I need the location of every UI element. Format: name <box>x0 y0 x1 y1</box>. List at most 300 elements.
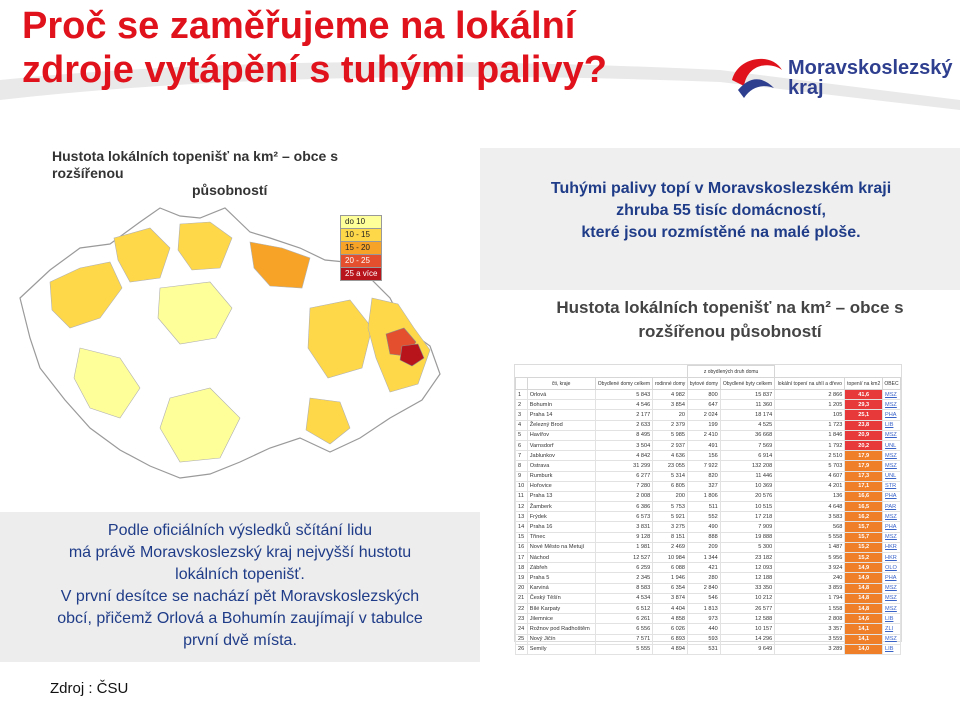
table-row <box>516 491 901 501</box>
table-row <box>516 502 901 512</box>
table-cell: 4 201 <box>775 481 845 491</box>
table-cell: 19 888 <box>720 532 774 542</box>
table-cell: 14,1 <box>845 634 883 644</box>
table-row <box>516 400 901 410</box>
table-cell: OLO <box>883 563 901 573</box>
table-cell: 11 360 <box>720 400 774 410</box>
table-cell: 23 055 <box>653 461 688 471</box>
table-cell: Třinec <box>527 532 595 542</box>
table-cell: 14 <box>516 522 528 532</box>
title-line-1: Proč se zaměřujeme na lokální <box>22 5 576 47</box>
table-cell: 2 510 <box>775 451 845 461</box>
table-cell: 12 <box>516 502 528 512</box>
table-cell: Praha 14 <box>527 410 595 420</box>
table-cell: 5 558 <box>775 532 845 542</box>
table-row <box>516 614 901 624</box>
summary-line-2: má právě Moravskoslezský kraj nejvyšší hustotu <box>68 544 412 561</box>
table-cell: Karviná <box>527 583 595 593</box>
table-cell: 552 <box>688 512 721 522</box>
table-cell: Orlová <box>527 390 595 400</box>
table-cell: 22 <box>516 603 528 613</box>
table-cell: 280 <box>688 573 721 583</box>
table-cell: 1 344 <box>688 553 721 563</box>
table-cell: 6 259 <box>595 563 653 573</box>
table-cell: 1 794 <box>775 593 845 603</box>
table-cell: 16 <box>516 542 528 552</box>
table-header-cell: Obydlené domy celkem <box>595 378 653 390</box>
table-cell: MSZ <box>883 451 901 461</box>
table-cell: 15 <box>516 532 528 542</box>
table-cell: 23,8 <box>845 420 883 430</box>
table-row <box>516 430 901 440</box>
table-cell: 132 208 <box>720 461 774 471</box>
table-header-cell: rodinné domy <box>653 378 688 390</box>
table-cell: 5 753 <box>653 502 688 512</box>
table-cell: 209 <box>688 542 721 552</box>
table-row <box>516 583 901 593</box>
table-cell: 41,6 <box>845 390 883 400</box>
map-legend <box>340 215 382 281</box>
table-cell: Bohumín <box>527 400 595 410</box>
summary-line-5: obcí, přičemž Orlová a Bohumín zaujímají v tabulce <box>57 610 423 627</box>
table-cell: 18 <box>516 563 528 573</box>
summary-line-4: V první desítce se nachází pět Moravskoslezských <box>60 588 420 605</box>
legend-item <box>340 228 382 241</box>
table-cell: Rožnov pod Radhoštěm <box>527 624 595 634</box>
title-line-2: zdroje vytápění s tuhými palivy? <box>22 49 607 91</box>
table-cell: 2 345 <box>595 573 653 583</box>
table-cell: STR <box>883 481 901 491</box>
table-cell: Ostrava <box>527 461 595 471</box>
table-cell: 1 846 <box>775 430 845 440</box>
table-cell: 15,2 <box>845 542 883 552</box>
table-cell: 15,7 <box>845 522 883 532</box>
table-cell: Praha 13 <box>527 491 595 501</box>
table-cell: 23 <box>516 614 528 624</box>
table-cell: 25,1 <box>845 410 883 420</box>
table-cell: 36 668 <box>720 430 774 440</box>
table-cell: Frýdek <box>527 512 595 522</box>
table-cell: 9 649 <box>720 644 774 654</box>
table-cell: 2 633 <box>595 420 653 430</box>
table-cell: 491 <box>688 440 721 450</box>
table-cell: 888 <box>688 532 721 542</box>
table-cell: 5 300 <box>720 542 774 552</box>
table-cell: 6 026 <box>653 624 688 634</box>
table-cell: 4 636 <box>653 451 688 461</box>
table-cell: 2 840 <box>688 583 721 593</box>
legend-label: 25 a více <box>345 269 378 278</box>
logo-region: kraj <box>788 77 824 99</box>
table-cell: MSZ <box>883 532 901 542</box>
table-cell: UNL <box>883 440 901 450</box>
table-row <box>516 471 901 481</box>
logo-name: Moravskoslezský <box>788 57 953 79</box>
table-cell: 33 350 <box>720 583 774 593</box>
table-cell: 4 546 <box>595 400 653 410</box>
table-cell: PAR <box>883 502 901 512</box>
table-cell: 3 <box>516 410 528 420</box>
table-cell: 4 607 <box>775 471 845 481</box>
table-cell: 10 212 <box>720 593 774 603</box>
table-row <box>516 451 901 461</box>
table-row <box>516 593 901 603</box>
map-title-line-1: Hustota lokálních topenišť na km² – obce s rozšířenou <box>52 148 338 181</box>
table-cell: Zábřeh <box>527 563 595 573</box>
table-cell: 4 858 <box>653 614 688 624</box>
table-cell: 3 831 <box>595 522 653 532</box>
table-group-header: z obydlených druh domu <box>688 366 775 378</box>
table-cell: Železný Brod <box>527 420 595 430</box>
table-cell: LIB <box>883 420 901 430</box>
table-cell: MSZ <box>883 603 901 613</box>
legend-item <box>340 241 382 254</box>
table-row <box>516 440 901 450</box>
table-cell: 6 805 <box>653 481 688 491</box>
table-cell: 14,8 <box>845 593 883 603</box>
table-cell: Varnsdorf <box>527 440 595 450</box>
table-cell: MSZ <box>883 512 901 522</box>
table-cell: 17 <box>516 553 528 563</box>
table-cell: 1 806 <box>688 491 721 501</box>
table-cell: 7 909 <box>720 522 774 532</box>
table-cell: 240 <box>775 573 845 583</box>
table-cell: 4 842 <box>595 451 653 461</box>
table-cell: 156 <box>688 451 721 461</box>
table-header-cell: Obydlené byty celkem <box>720 378 774 390</box>
info-line-2: zhruba 55 tisíc domácností, <box>616 202 826 219</box>
table-cell: MSZ <box>883 583 901 593</box>
table-cell: 3 559 <box>775 634 845 644</box>
table-cell: 20,2 <box>845 440 883 450</box>
table-row <box>516 563 901 573</box>
table-cell: Jilemnice <box>527 614 595 624</box>
table-cell: 136 <box>775 491 845 501</box>
table-cell: 2 866 <box>775 390 845 400</box>
table-cell: 6 386 <box>595 502 653 512</box>
table-cell: 6 261 <box>595 614 653 624</box>
table-row <box>516 481 901 491</box>
table-row <box>516 573 901 583</box>
table-cell: 26 <box>516 644 528 654</box>
table-cell: 546 <box>688 593 721 603</box>
table-cell: 4 <box>516 420 528 430</box>
table-cell: 31 299 <box>595 461 653 471</box>
table-cell: 800 <box>688 390 721 400</box>
table-cell: 18 174 <box>720 410 774 420</box>
table-cell: 5 956 <box>775 553 845 563</box>
table-cell: 2 469 <box>653 542 688 552</box>
legend-item <box>340 267 382 281</box>
table-cell: 17,1 <box>845 481 883 491</box>
legend-item <box>340 215 382 228</box>
table-cell: MSZ <box>883 634 901 644</box>
table-cell: 4 648 <box>775 502 845 512</box>
table-cell: 4 525 <box>720 420 774 430</box>
table-cell: 14,6 <box>845 614 883 624</box>
page-title <box>22 4 607 92</box>
table-cell: 1 558 <box>775 603 845 613</box>
table-cell: 6 512 <box>595 603 653 613</box>
table-row <box>516 410 901 420</box>
table-cell: 3 854 <box>653 400 688 410</box>
table-cell: UNL <box>883 471 901 481</box>
region-logo-icon <box>728 50 786 108</box>
table-cell: 6 556 <box>595 624 653 634</box>
table-cell: 1 205 <box>775 400 845 410</box>
table-cell: LIB <box>883 644 901 654</box>
table-cell: 10 369 <box>720 481 774 491</box>
table-cell: Nový Jičín <box>527 634 595 644</box>
table-cell: Žamberk <box>527 502 595 512</box>
table-cell: HKR <box>883 553 901 563</box>
table-cell: 16,6 <box>845 491 883 501</box>
table-cell: 2 024 <box>688 410 721 420</box>
table-cell: Rumburk <box>527 471 595 481</box>
info-line-3: které jsou rozmístěné na malé ploše. <box>581 224 861 241</box>
table-cell: 1 813 <box>688 603 721 613</box>
table-cell: HKR <box>883 542 901 552</box>
table-header-cell: bytové domy <box>688 378 721 390</box>
table-cell: 490 <box>688 522 721 532</box>
table-cell: 4 982 <box>653 390 688 400</box>
table-cell: PHA <box>883 491 901 501</box>
table-row <box>516 461 901 471</box>
table-cell: Nové Město na Metují <box>527 542 595 552</box>
table-cell: Havířov <box>527 430 595 440</box>
table-cell: 7 571 <box>595 634 653 644</box>
table-row <box>516 420 901 430</box>
table-cell: 1 792 <box>775 440 845 450</box>
table-cell: 29,3 <box>845 400 883 410</box>
table-cell: 531 <box>688 644 721 654</box>
table-cell: 8 <box>516 461 528 471</box>
legend-label: 20 - 25 <box>345 256 370 265</box>
table-row <box>516 522 901 532</box>
table-cell: 3 275 <box>653 522 688 532</box>
table-cell: 8 151 <box>653 532 688 542</box>
table-cell: 5 921 <box>653 512 688 522</box>
legend-label: 15 - 20 <box>345 243 370 252</box>
table-cell: Praha 16 <box>527 522 595 532</box>
table-cell: 8 583 <box>595 583 653 593</box>
table-cell: MSZ <box>883 400 901 410</box>
table-title-line-1: Hustota lokálních topenišť na km² – obce s <box>556 298 904 317</box>
table-cell: 973 <box>688 614 721 624</box>
table-cell: 2 177 <box>595 410 653 420</box>
table-cell: 440 <box>688 624 721 634</box>
table-row <box>516 542 901 552</box>
table-cell: 17,9 <box>845 451 883 461</box>
table-cell: 20 <box>516 583 528 593</box>
table-cell: 12 527 <box>595 553 653 563</box>
table-cell: Bílé Karpaty <box>527 603 595 613</box>
table-cell: Semily <box>527 644 595 654</box>
table-cell: 3 504 <box>595 440 653 450</box>
table-cell: Hořovice <box>527 481 595 491</box>
table-cell: 7 280 <box>595 481 653 491</box>
table-cell: 4 534 <box>595 593 653 603</box>
table-cell: 17 218 <box>720 512 774 522</box>
table-row <box>516 532 901 542</box>
table-cell: 15,2 <box>845 553 883 563</box>
table-cell: 7 569 <box>720 440 774 450</box>
table-cell: MSZ <box>883 593 901 603</box>
summary-line-6: první dvě místa. <box>183 632 297 649</box>
table-cell: 3 874 <box>653 593 688 603</box>
table-cell: 17,9 <box>845 461 883 471</box>
source-note: Zdroj : ČSU <box>50 680 129 697</box>
table-title <box>530 296 930 344</box>
table-cell: 199 <box>688 420 721 430</box>
table-header-cell <box>516 378 528 390</box>
table-cell: 6 <box>516 440 528 450</box>
legend-label: 10 - 15 <box>345 230 370 239</box>
table-cell: 19 <box>516 573 528 583</box>
table-cell: 3 357 <box>775 624 845 634</box>
table-cell: 5 <box>516 430 528 440</box>
table-cell: 16,2 <box>845 512 883 522</box>
table-cell: 11 446 <box>720 471 774 481</box>
table-cell: 1 981 <box>595 542 653 552</box>
table-cell: 20 576 <box>720 491 774 501</box>
summary-line-3: lokálních topenišť. <box>175 566 305 583</box>
table-cell: 14,1 <box>845 624 883 634</box>
table-cell: 820 <box>688 471 721 481</box>
table-cell: 9 128 <box>595 532 653 542</box>
table-row <box>516 603 901 613</box>
info-text <box>490 178 952 244</box>
table-cell: 14,8 <box>845 583 883 593</box>
table-cell: 20 <box>653 410 688 420</box>
table-cell: LIB <box>883 614 901 624</box>
table-header-cell: lokální topení na uhlí a dřevo <box>775 378 845 390</box>
table-cell: 1 946 <box>653 573 688 583</box>
table-cell: 9 <box>516 471 528 481</box>
table-header-cell: čti, kraje <box>527 378 595 390</box>
table-cell: 5 985 <box>653 430 688 440</box>
table-cell: 6 354 <box>653 583 688 593</box>
table-cell: 327 <box>688 481 721 491</box>
table-cell: 10 <box>516 481 528 491</box>
table-cell: 2 008 <box>595 491 653 501</box>
table-cell: 647 <box>688 400 721 410</box>
table-cell: MSZ <box>883 390 901 400</box>
table-cell: ZLI <box>883 624 901 634</box>
map-title-line-2: působností <box>192 182 268 198</box>
table-cell: 11 <box>516 491 528 501</box>
table-cell: 3 924 <box>775 563 845 573</box>
table-cell: 3 583 <box>775 512 845 522</box>
table-cell: 568 <box>775 522 845 532</box>
table-cell: 6 088 <box>653 563 688 573</box>
table-cell: 16,5 <box>845 502 883 512</box>
table-cell: 23 182 <box>720 553 774 563</box>
table-cell: 7 <box>516 451 528 461</box>
table-header-cell: OBEC <box>883 378 901 390</box>
table-cell: 8 495 <box>595 430 653 440</box>
table-cell: Jablunkov <box>527 451 595 461</box>
table-cell: 25 <box>516 634 528 644</box>
table-cell: 10 157 <box>720 624 774 634</box>
region-logo <box>728 50 960 112</box>
table-cell: 200 <box>653 491 688 501</box>
table-cell: 3 289 <box>775 644 845 654</box>
table-cell: Náchod <box>527 553 595 563</box>
table-cell: 14 296 <box>720 634 774 644</box>
table-cell: 6 893 <box>653 634 688 644</box>
table-cell: 14,8 <box>845 603 883 613</box>
table-cell: 14,9 <box>845 573 883 583</box>
table-cell: 2 410 <box>688 430 721 440</box>
density-table <box>514 364 902 653</box>
table-cell: 15 837 <box>720 390 774 400</box>
table-cell: 14,9 <box>845 563 883 573</box>
table-cell: 2 937 <box>653 440 688 450</box>
table-cell: 2 379 <box>653 420 688 430</box>
table-row <box>516 634 901 644</box>
table-cell: 421 <box>688 563 721 573</box>
table-row <box>516 390 901 400</box>
legend-item <box>340 254 382 267</box>
table-cell: 2 <box>516 400 528 410</box>
table-cell: 6 277 <box>595 471 653 481</box>
table-cell: 5 555 <box>595 644 653 654</box>
table-cell: 5 843 <box>595 390 653 400</box>
table-cell: 511 <box>688 502 721 512</box>
table-cell: 24 <box>516 624 528 634</box>
table-cell: Praha 5 <box>527 573 595 583</box>
table-cell: 4 404 <box>653 603 688 613</box>
density-map <box>10 178 460 488</box>
table-cell: 105 <box>775 410 845 420</box>
table-cell: MSZ <box>883 430 901 440</box>
table-cell: 5 703 <box>775 461 845 471</box>
summary-text <box>4 520 476 652</box>
table-cell: 10 984 <box>653 553 688 563</box>
summary-line-1: Podle oficiálních výsledků sčítání lidu <box>107 522 373 539</box>
table-cell: PHA <box>883 522 901 532</box>
table-cell: 21 <box>516 593 528 603</box>
table-cell: Český Těšín <box>527 593 595 603</box>
table-title-line-2: rozšířenou působností <box>638 322 822 341</box>
table-cell: 6 573 <box>595 512 653 522</box>
table-cell: 1 <box>516 390 528 400</box>
table-cell: 1 487 <box>775 542 845 552</box>
table-cell: 2 808 <box>775 614 845 624</box>
table-cell: 13 <box>516 512 528 522</box>
table-cell: 7 922 <box>688 461 721 471</box>
table-cell: 14,0 <box>845 644 883 654</box>
table-cell: 4 894 <box>653 644 688 654</box>
table-cell: 15,7 <box>845 532 883 542</box>
table-row <box>516 553 901 563</box>
table-cell: 10 515 <box>720 502 774 512</box>
table-cell: 1 723 <box>775 420 845 430</box>
table-cell: 17,3 <box>845 471 883 481</box>
table-cell: 593 <box>688 634 721 644</box>
info-line-1: Tuhými palivy topí v Moravskoslezském kraji <box>550 180 892 197</box>
legend-label: do 10 <box>345 217 366 226</box>
table-row <box>516 644 901 654</box>
table-cell: 26 577 <box>720 603 774 613</box>
table-cell: 6 914 <box>720 451 774 461</box>
table-cell: 12 588 <box>720 614 774 624</box>
table-cell: MSZ <box>883 461 901 471</box>
table-cell: 12 093 <box>720 563 774 573</box>
table-header-cell: topení/ na km2 <box>845 378 883 390</box>
table-cell: 3 859 <box>775 583 845 593</box>
